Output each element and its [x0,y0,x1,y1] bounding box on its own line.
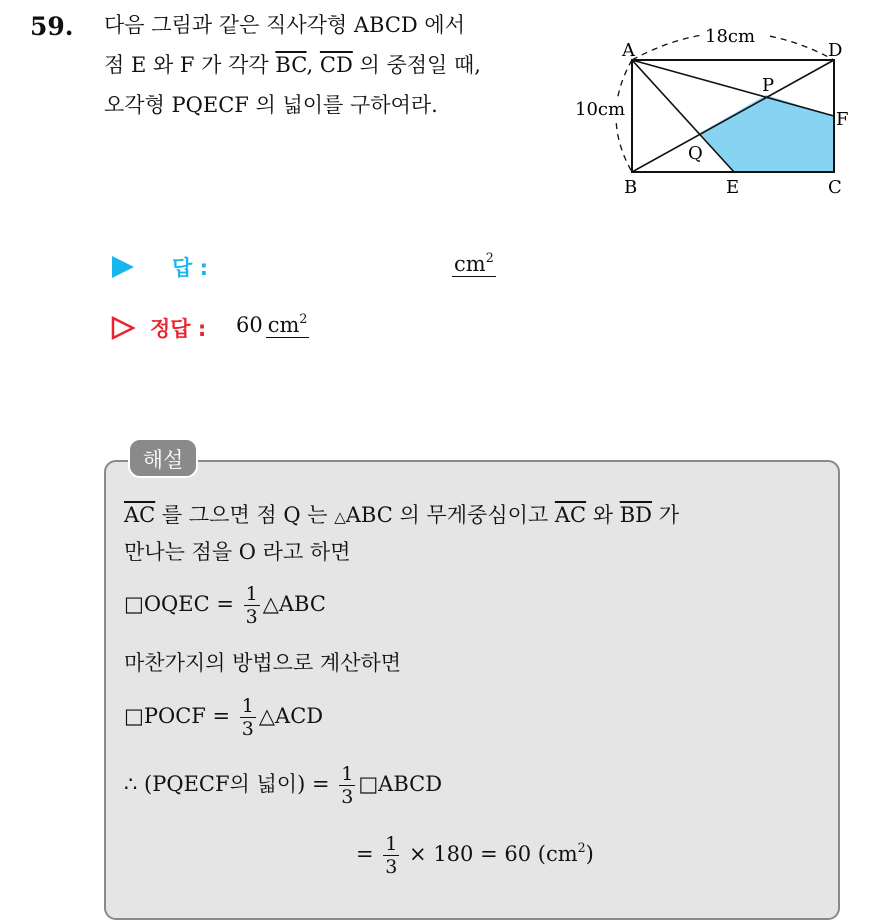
label-q: Q [688,143,703,164]
segment-ac: $\overline{AC}$ [124,503,156,527]
equation-rhs: □ABCD [358,772,443,796]
fraction-denominator: 3 [245,606,258,628]
fraction-one-third [339,763,355,808]
equation-lhs: □OQEC = [124,592,241,616]
solution-line-5 [124,692,323,740]
solution-line-1 [124,500,679,532]
segment-cd: $\overline{CD}$ [319,53,353,77]
answer-unit-exponent: 2 [485,250,494,266]
solution-line-2: 만나는 점을 O 라고 하면 [124,540,351,564]
solution-text: 가 [652,503,679,527]
solution-line-3 [124,580,326,628]
unit-exponent: 2 [577,840,586,856]
question-text: , [306,53,320,77]
label-b: B [624,177,638,198]
label-d: D [828,40,843,61]
rectangle-figure [560,20,860,205]
label-f: F [836,109,849,130]
correct-value-number: 60 [236,313,263,337]
solution-text: ABC 의 무게중심이고 [345,503,555,527]
solution-line-4: 마찬가지의 방법으로 계산하면 [124,651,402,675]
fraction-one-third [240,695,256,740]
question-line-1: 다음 그림과 같은 직사각형 ABCD 에서 [104,13,465,37]
correct-answer-value [236,313,309,337]
triangle-symbol: △ [334,508,346,526]
fraction-denominator: 3 [341,786,354,808]
solution-text: 와 [586,503,620,527]
closing-paren: ) [585,842,594,866]
equation-lhs: = [356,842,381,866]
question-text: 점 E 와 F 가 각각 [104,53,276,77]
equation-rhs: △ACD [258,704,324,728]
fraction-denominator: 3 [385,856,398,878]
equation-rhs: × 180 = 60 (cm [402,842,578,866]
label-c: C [828,177,842,198]
fraction-numerator: 1 [385,833,398,855]
segment-bd: $\overline{BD}$ [619,503,653,527]
segment-ae [632,60,734,172]
fraction-denominator: 3 [241,718,254,740]
correct-unit-exponent: 2 [299,311,308,327]
question-text: 의 중점일 때, [352,53,481,77]
answer-unit[interactable] [452,252,496,276]
fraction-one-third [244,583,260,628]
label-p: P [762,75,775,96]
label-a: A [622,40,635,61]
solution-tag: 해설 [128,438,198,478]
fraction-numerator: 1 [341,763,354,785]
outline-play-marker-icon [110,315,136,341]
equation-lhs: ∴ (PQECF의 넓이) = [124,772,337,796]
correct-unit-text: cm [267,313,300,337]
question-line-3: 오각형 PQECF 의 넓이를 구하여라. [104,93,438,117]
fraction-numerator: 1 [245,583,258,605]
correct-answer-label: 정답 : [150,317,207,341]
question-number: 59. [30,12,74,41]
solution-line-6 [124,760,442,808]
fraction-one-third [383,833,399,878]
solution-text: 를 그으면 점 Q 는 [155,503,335,527]
segment-bc: $\overline{BC}$ [275,53,307,77]
equation-rhs: △ABC [262,592,326,616]
label-e: E [726,177,740,198]
segment-ac: $\overline{AC}$ [554,503,587,527]
height-label: 10cm [575,99,626,120]
answer-unit-text: cm [454,252,486,276]
fraction-numerator: 1 [241,695,254,717]
answer-label: 답 : [172,256,208,280]
play-marker-icon [110,254,136,280]
width-label: 18cm [705,26,756,47]
question-line-2 [104,50,481,80]
solution-line-7 [356,830,594,878]
pentagon-pqecf [700,95,834,172]
equation-lhs: □POCF = [124,704,237,728]
segment-af [632,60,834,116]
